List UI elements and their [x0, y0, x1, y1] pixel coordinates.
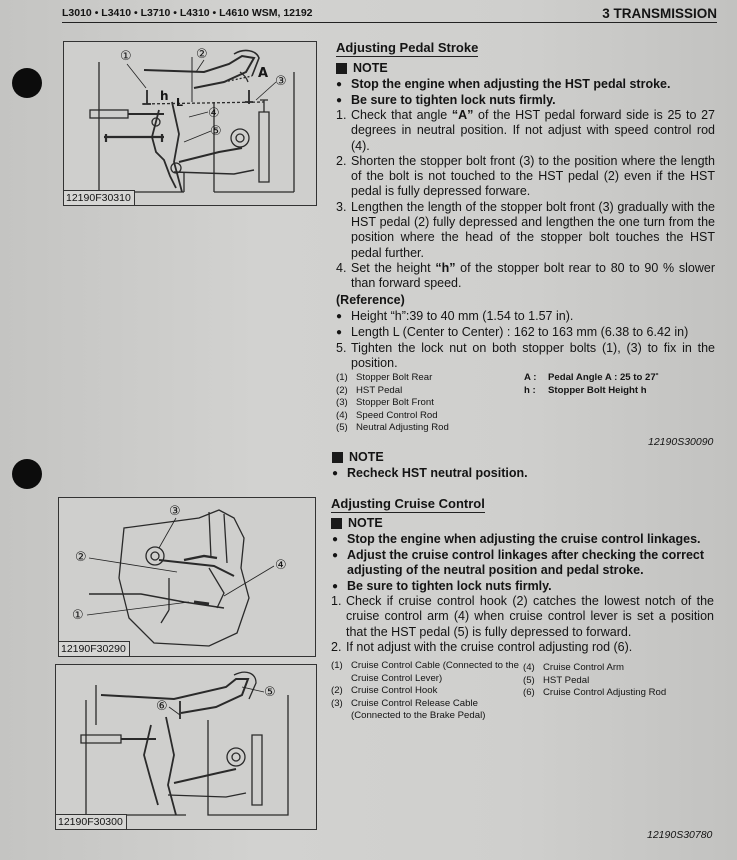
cruise-steps: [331, 594, 714, 655]
legend-text: HST Pedal: [356, 384, 403, 396]
fig3-callout-5: ⑤: [264, 685, 276, 700]
note-square-icon: [331, 518, 342, 529]
note-label: NOTE: [353, 61, 388, 75]
section-title-cruise-control: Adjusting Cruise Control: [331, 496, 485, 511]
step-number: 1.: [331, 594, 342, 608]
fig1-callout-2: ②: [196, 47, 208, 62]
fig1-label-l: L: [176, 96, 184, 109]
note-list: [335, 77, 720, 108]
cruise-note-list: [331, 532, 717, 594]
step-text: Shorten the stopper bolt front (3) to the position where the length of the bolt is not touched to the HST pedal (2) even if the HST pedal is fully depressed forware.: [351, 153, 715, 199]
note-item: ● Adjust the cruise control linkages after checking the correct adjusting of the neutral position and pedal stroke.: [331, 548, 717, 579]
note-item: ● Stop the engine when adjusting the HST pedal stroke.: [335, 77, 720, 93]
legend-number: (5): [523, 674, 535, 686]
note-label: NOTE: [348, 516, 383, 530]
note-square-icon: [336, 63, 347, 74]
legend-text: Cruise Control Arm: [543, 662, 625, 673]
step-text: Set the height: [351, 260, 436, 275]
legend-number: (1): [331, 660, 343, 671]
legend-text: Stopper Bolt Rear: [356, 372, 433, 383]
fig1-label-a: A: [258, 66, 269, 81]
reference-heading: (Reference): [336, 293, 405, 307]
step-text: Lengthen the length of the stopper bolt front (3) gradually with the HST pedal (2) fully depressed and lengthen the one turn from the position where the head of the stopper bolt touches the HST pedal further.: [351, 199, 715, 260]
pedal-steps: [336, 108, 715, 292]
step-number: 4.: [336, 260, 347, 275]
note-item: ● Be sure to tighten lock nuts firmly.: [335, 93, 720, 109]
fig2-callout-4: ④: [275, 558, 287, 573]
legend-text: Cruise Control Adjusting Rod: [543, 687, 667, 698]
legend-number: (4): [336, 409, 348, 421]
legend-number: (1): [336, 372, 348, 383]
legend-number: (5): [336, 422, 348, 433]
note-item: ● Recheck HST neutral position.: [331, 466, 716, 482]
figure-cruise-control-1: [58, 497, 316, 657]
step-text: Check if cruise control hook (2) catches the lowest notch of the cruise control arm (4) when cruise control lever is set a position that the HST pedal (5) is fully depressed to forward.: [346, 594, 714, 639]
step-highlight: “h”: [435, 260, 456, 275]
legend-item: [336, 385, 526, 398]
reference-list: [335, 309, 720, 340]
step-highlight: “A”: [451, 108, 474, 122]
legend-text: Pedal Angle A : 25 to 27˚: [548, 372, 659, 383]
figure-code: 12190F30290: [59, 641, 130, 656]
step-text: If not adjust with the cruise control adjusting rod (6).: [346, 639, 633, 654]
legend-text: Stopper Bolt Height h: [548, 384, 647, 396]
legend-item: [523, 662, 713, 675]
step-number: 2.: [331, 639, 342, 654]
note-item: ● Stop the engine when adjusting the cruise control linkages.: [331, 532, 717, 548]
legend-number: (3): [336, 397, 348, 408]
cruise-control-diagram-1: [59, 498, 316, 657]
legend-text: Stopper Bolt Front: [356, 397, 434, 408]
legend-number: (6): [523, 687, 535, 698]
page-header: [62, 5, 717, 23]
step-number: 3.: [336, 199, 347, 214]
step-text-cont: of the stopper bolt rear to 80 to 90 % slower than forward speed.: [351, 260, 715, 291]
step-item: [336, 341, 715, 372]
legend-number: (2): [331, 685, 343, 696]
section-code: 12190S30780: [647, 829, 713, 841]
note-label: NOTE: [349, 450, 384, 464]
header-section: 3 TRANSMISSION: [602, 6, 717, 21]
legend-item: [336, 372, 526, 385]
fig2-callout-3: ③: [169, 504, 181, 519]
step-item: [336, 154, 715, 200]
legend-item: [524, 372, 714, 385]
legend-key: h :: [524, 384, 536, 396]
cruise-legend-right: [523, 662, 713, 700]
legend-text: Speed Control Rod: [356, 409, 438, 421]
legend-item: [331, 698, 521, 723]
pedal-legend-right: [524, 372, 714, 397]
section-title-pedal-stroke: Adjusting Pedal Stroke: [336, 40, 479, 55]
recheck-note-heading: [332, 450, 384, 464]
legend-text: Cruise Control Release Cable (Connected to the Brake Pedal): [351, 697, 486, 721]
step-item: [336, 108, 715, 154]
fig3-callout-6: ⑥: [156, 699, 168, 714]
reference-item: ● Length L (Center to Center) : 162 to 163 mm (6.38 to 6.42 in): [335, 325, 720, 341]
legend-text: HST Pedal: [543, 674, 590, 686]
step-item: [336, 261, 715, 292]
step-number: 1.: [336, 108, 347, 122]
step-item: [336, 200, 715, 261]
pedal-stroke-diagram: [64, 42, 317, 206]
note-square-icon: [332, 452, 343, 463]
step-text: Check that angle: [351, 108, 452, 122]
step-item: [331, 594, 714, 640]
legend-number: (3): [331, 697, 343, 709]
fig1-callout-1: ①: [120, 49, 132, 64]
binder-hole-middle: [12, 459, 42, 489]
fig2-callout-2: ②: [75, 550, 87, 565]
legend-item: [336, 397, 526, 410]
step-text-cont: of the HST pedal forward side is 25 to 27 degrees in neutral position. If not adjust with speed control rod (4).: [351, 108, 715, 153]
legend-item: [523, 687, 713, 700]
legend-key: A :: [524, 372, 537, 383]
fig1-label-h: h: [160, 89, 169, 103]
fig1-callout-4: ④: [208, 106, 220, 121]
figure-cruise-control-2: [55, 664, 317, 830]
legend-number: (4): [523, 662, 535, 673]
recheck-list: [331, 466, 716, 482]
legend-text: Neutral Adjusting Rod: [356, 422, 449, 433]
fig1-callout-5: ⑤: [210, 124, 222, 139]
step-number: 5.: [336, 341, 347, 355]
step-number: 2.: [336, 153, 347, 168]
pedal-legend: [336, 372, 526, 435]
fig1-callout-3: ③: [275, 74, 287, 89]
binder-hole-top: [12, 68, 42, 98]
step-item: [331, 640, 714, 655]
figure-code: 12190F30300: [56, 814, 127, 829]
legend-item: [336, 410, 526, 423]
step-text: Tighten the lock nut on both stopper bolts (1), (3) to fix in the position.: [351, 341, 715, 371]
note-heading: [336, 61, 388, 75]
legend-item: [331, 660, 521, 685]
header-models: L3010 • L3410 • L3710 • L4310 • L4610 WSM, 12192: [62, 7, 313, 19]
fig2-callout-1: ①: [72, 608, 84, 623]
legend-item: [524, 385, 714, 398]
note-heading: [331, 516, 383, 530]
legend-text: Cruise Control Hook: [351, 685, 438, 696]
legend-text: Cruise Control Cable (Connected to the Cruise Control Lever): [351, 660, 519, 684]
legend-item: [523, 675, 713, 688]
legend-number: (2): [336, 384, 348, 396]
section-code: 12190S30090: [648, 436, 714, 448]
note-item: ● Be sure to tighten lock nuts firmly.: [331, 579, 717, 595]
reference-item: ● Height “h”:39 to 40 mm (1.54 to 1.57 in).: [335, 309, 720, 325]
legend-item: [336, 422, 526, 435]
pedal-step-5: [336, 341, 715, 372]
figure-code: 12190F30310: [64, 190, 135, 205]
legend-item: [331, 685, 521, 698]
figure-pedal-stroke: [63, 41, 317, 206]
cruise-legend-left: [331, 660, 521, 723]
cruise-control-diagram-2: [56, 665, 317, 830]
